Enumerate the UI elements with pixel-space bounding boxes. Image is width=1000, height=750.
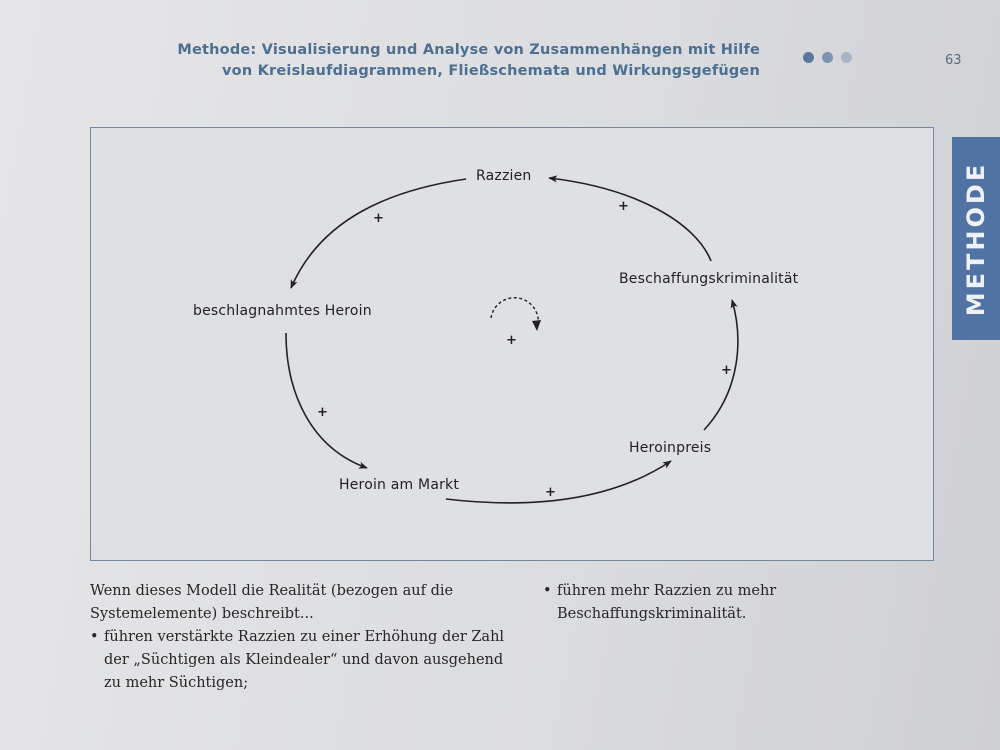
body-text-left-column [90,580,505,695]
causal-loop-diagram [90,127,934,561]
bullet-item-1-text: führen verstärkte Razzien zu einer Erhöhung der Zahl der „Süchtigen als Kleindealer“ und davon ausgehend zu mehr Süchtigen; [104,629,505,691]
header-title-line-1: Methode: Visualisierung und Analyse von Zusammenhängen mit Hilfe [177,42,760,58]
node-heroin-am-markt: Heroin am Markt [339,477,460,493]
intro-paragraph: Wenn dieses Modell die Realität (bezogen auf die Systemelemente) beschreibt... [90,583,454,622]
bullet-marker: • [90,629,99,645]
sign-loop-polarity: + [506,333,517,348]
page-number: 63 [945,53,962,68]
sign-beschlagnahmt-markt: + [317,405,328,420]
reinforcing-loop-circle [491,298,538,325]
sign-markt-heroinpreis: + [545,485,556,500]
page-header-title [160,40,760,82]
bullet-item-2 [543,580,938,626]
header-dot-2 [822,52,833,63]
arrow-markt-to-heroinpreis [446,461,671,503]
bullet-item-1 [90,626,505,695]
reinforcing-loop-arrowhead [532,320,541,331]
header-title-line-2: von Kreislaufdiagrammen, Fließschemata und Wirkungsgefügen [222,63,760,79]
node-beschaffungskriminalitaet: Beschaffungskriminalität [619,271,799,287]
body-text-right-column [543,580,938,626]
side-tab-label: METHODE [962,161,990,316]
node-heroinpreis: Heroinpreis [629,440,712,456]
sign-beschaffung-razzien: + [618,199,629,214]
node-beschlagnahmtes-heroin: beschlagnahmtes Heroin [193,303,372,319]
bullet-item-2-text: führen mehr Razzien zu mehr Beschaffungskriminalität. [557,583,777,622]
header-dot-1 [803,52,814,63]
sign-razzien-beschlagnahmt: + [373,211,384,226]
node-razzien: Razzien [476,168,532,184]
arrow-razzien-to-beschlagnahmt [291,179,466,288]
arrow-beschaffung-to-razzien [549,178,711,261]
arrow-beschlagnahmt-to-markt [286,333,367,468]
bullet-marker: • [543,583,552,599]
chapter-side-tab [952,137,1000,340]
sign-heroinpreis-beschaffung: + [721,363,732,378]
header-dot-3 [841,52,852,63]
